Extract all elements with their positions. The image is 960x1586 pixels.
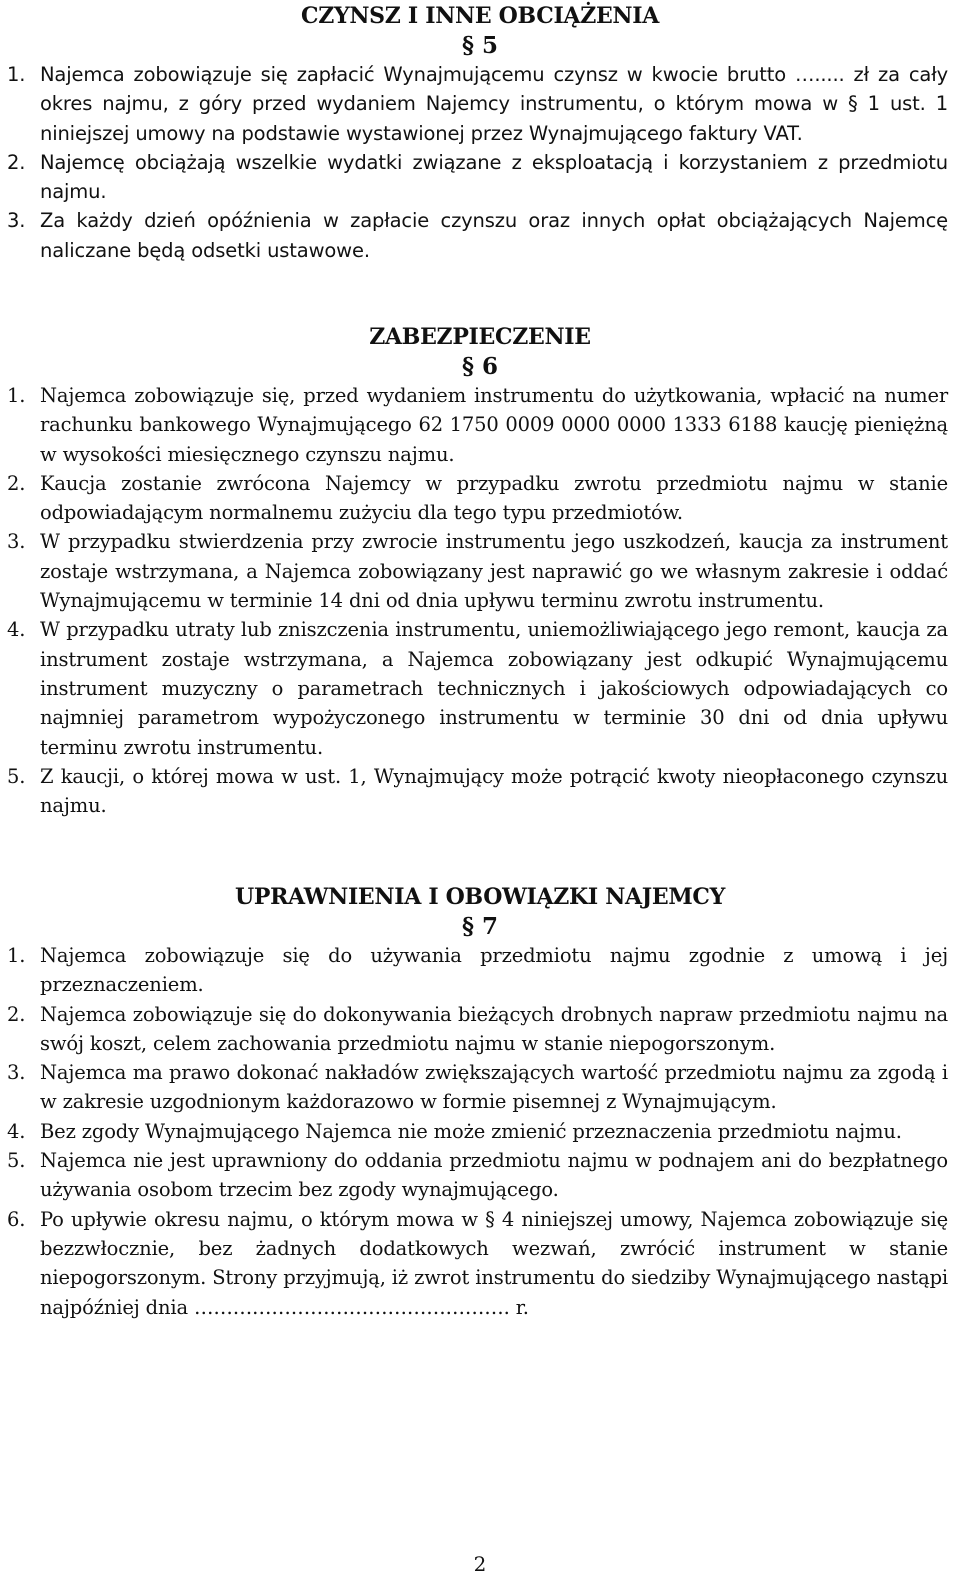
clause-number: 3. <box>7 1061 26 1085</box>
clause-text: Po upływie okresu najmu, o którym mowa w § 4 niniejszej umowy, Najemca zobowiązuje się bezzwłocznie, bez żadnych dodatkowych wezwań, zwrócić instrument w stanie niepogorszonym. Strony przyjmują, iż zwrot instrumentu do siedziby Wynajmującego nastąpi najpóźniej dnia …………………………………………. r. <box>40 1207 948 1319</box>
clause-text: Bez zgody Wynajmującego Najemca nie może zmienić przeznaczenia przedmiotu najmu. <box>40 1119 902 1143</box>
clause-text: Najemca zobowiązuje się zapłacić Wynajmującemu czynsz w kwocie brutto …..... zł za cały okres najmu, z góry przed wydaniem Najemcy instrumentu, o którym mowa w § 1 ust. 1 niniejszej umowy na podstawie wystawionej przez Wynajmującego faktury VAT. <box>40 63 948 145</box>
section-title: CZYNSZ I INNE OBCIĄŻENIA <box>300 3 659 29</box>
clause-text: Najemca zobowiązuje się, przed wydaniem instrumentu do użytkowania, wpłacić na numer rachunku bankowego Wynajmującego 62 1750 0009 0000 0000 1333 6188 kaucję pieniężną w wysokości miesięcznego czynszu najmu. <box>40 384 948 466</box>
section-czynsz <box>0 2 960 265</box>
clause-number: 4. <box>7 618 26 642</box>
section-zabezpieczenie <box>0 323 960 820</box>
clause-item <box>0 148 960 207</box>
clause-item <box>0 527 960 615</box>
clause-item <box>0 206 960 265</box>
clause-item <box>0 762 960 821</box>
clause-item <box>0 615 960 761</box>
clause-item <box>0 469 960 528</box>
clause-item <box>0 1000 960 1059</box>
clause-text: Kaucja zostanie zwrócona Najemcy w przypadku zwrotu przedmiotu najmu w stanie odpowiadającym normalnemu zużyciu dla tego typu przedmiotów. <box>40 471 948 525</box>
clause-text: Najemcę obciążają wszelkie wydatki związane z eksploatacją i korzystaniem z przedmiotu najmu. <box>40 150 948 204</box>
section-number: § 6 <box>461 353 499 380</box>
section-uprawnienia <box>0 883 960 1322</box>
clause-text: Najemca zobowiązuje się do używania przedmiotu najmu zgodnie z umową i jej przeznaczeniem. <box>40 944 948 997</box>
clause-text: Za każdy dzień opóźnienia w zapłacie czynszu oraz innych opłat obciążających Najemcę naliczane będą odsetki ustawowe. <box>40 209 948 262</box>
clause-item <box>0 381 960 469</box>
clause-number: 2. <box>7 1002 26 1026</box>
clause-text: W przypadku utraty lub zniszczenia instrumentu, uniemożliwiającego jego remont, kaucja za instrument zostaje wstrzymana, a Najemca zobowiązany jest odkupić Wynajmującemu instrument muzyczny o parametrach technicznych i jakościowych odpowiadających co najmniej parametrom wypożyczonego instrumentu w terminie 30 dni od dnia upływu terminu zwrotu instrumentu. <box>40 618 948 759</box>
section-number: § 5 <box>461 32 499 59</box>
clause-number: 1. <box>7 944 26 967</box>
clause-text: Z kaucji, o której mowa w ust. 1, Wynajmujący może potrącić kwoty nieopłaconego czynszu najmu. <box>40 764 948 818</box>
clause-item <box>0 1058 960 1117</box>
clause-number: 5. <box>7 764 26 788</box>
clause-text: Najemca nie jest uprawniony do oddania przedmiotu najmu w podnajem ani do bezpłatnego używania osobom trzecim bez zgody wynajmującego. <box>40 1149 948 1202</box>
clause-item <box>0 941 960 1000</box>
clause-number: 2. <box>7 471 26 495</box>
clause-list <box>0 941 960 1322</box>
clause-number: 1. <box>7 63 26 86</box>
clause-number: 2. <box>7 150 26 174</box>
clause-number: 5. <box>7 1149 26 1173</box>
clause-number: 6. <box>7 1207 26 1231</box>
section-title: UPRAWNIENIA I OBOWIĄZKI NAJEMCY <box>234 884 726 910</box>
clause-item <box>0 60 960 148</box>
clause-list <box>0 381 960 820</box>
clause-number: 4. <box>7 1119 26 1143</box>
clause-list <box>0 60 960 265</box>
clause-text: Najemca ma prawo dokonać nakładów zwiększających wartość przedmiotu najmu za zgodą i w zakresie uzgodnionym każdorazowo w formie pisemnej z Wynajmującym. <box>40 1061 948 1114</box>
clause-item <box>0 1146 960 1205</box>
clause-number: 3. <box>7 530 26 554</box>
clause-text: Najemca zobowiązuje się do dokonywania bieżących drobnych napraw przedmiotu najmu na swój koszt, celem zachowania przedmiotu najmu w stanie niepogorszonym. <box>40 1002 948 1055</box>
section-title: ZABEZPIECZENIE <box>369 324 591 350</box>
clause-number: 1. <box>7 384 26 407</box>
section-number: § 7 <box>461 913 499 940</box>
clause-item <box>0 1205 960 1322</box>
clause-number: 3. <box>7 209 26 233</box>
clause-item <box>0 1117 960 1146</box>
clause-text: W przypadku stwierdzenia przy zwrocie instrumentu jego uszkodzeń, kaucja za instrument zostaje wstrzymana, a Najemca zobowiązany jest naprawić go we własnym zakresie i oddać Wynajmującemu w terminie 14 dni od dnia upływu terminu zwrotu instrumentu. <box>40 530 948 613</box>
page-number: 2 <box>473 1552 487 1576</box>
